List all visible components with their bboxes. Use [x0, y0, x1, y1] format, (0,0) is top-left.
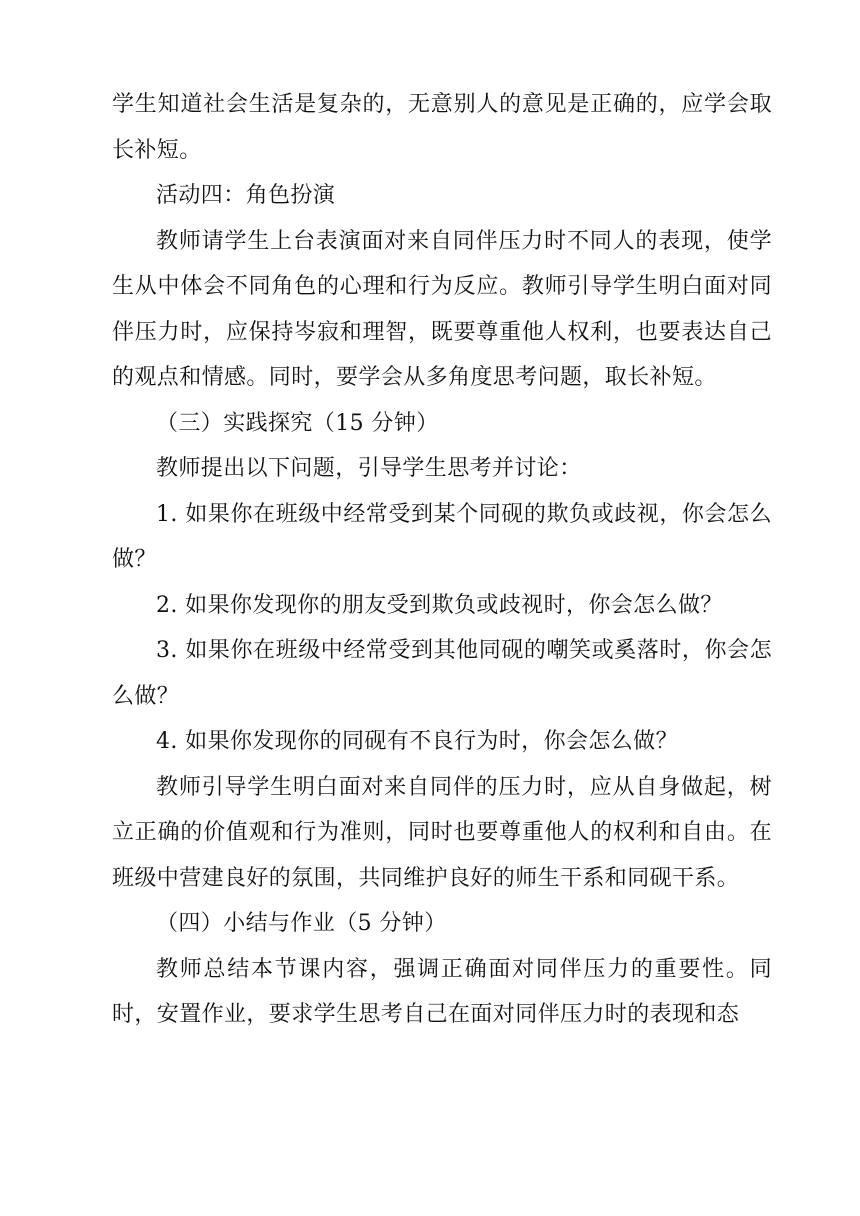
paragraph-summary: 教师总结本节课内容，强调正确面对同伴压力的重要性。同时，安置作业，要求学生思考自己在面对同伴压力时的表现和态	[112, 956, 772, 1027]
section-three-heading: （三）实践探究（15 分钟）	[156, 410, 439, 436]
paragraph-role-play: 教师请学生上台表演面对来自同伴压力时不同人的表现，使学生从中体会不同角色的心理和行为反应。教师引导学生明白面对同伴压力时，应保持岑寂和理智，既要尊重他人权利，也要表达自己的观点和情感。同时，要学会从多角度思考问题，取长补短。	[112, 228, 772, 390]
activity-four-heading: 活动四：角色扮演	[156, 183, 336, 208]
section-four-heading: （四）小结与作业（5 分钟）	[156, 911, 447, 936]
question-item-1: 1. 如果你在班级中经常受到某个同砚的欺负或歧视，你会怎么做？	[112, 501, 772, 572]
paragraph-continuation: 学生知道社会生活是复杂的，无意别人的意见是正确的，应学会取长补短。	[112, 92, 772, 163]
question-item-3: 3. 如果你在班级中经常受到其他同砚的嘲笑或奚落时，你会怎么做？	[112, 638, 772, 709]
document-page	[112, 82, 772, 1038]
paragraph-questions-intro: 教师提出以下问题，引导学生思考并讨论：	[156, 456, 582, 481]
paragraph-teacher-guidance: 教师引导学生明白面对来自同伴的压力时，应从自身做起，树立正确的价值观和行为准则，同时也要尊重他人的权利和自由。在班级中营建良好的氛围，共同维护良好的师生干系和同砚干系。	[112, 774, 772, 891]
question-item-4: 4. 如果你发现你的同砚有不良行为时，你会怎么做？	[156, 729, 678, 754]
question-item-2: 2. 如果你发现你的朋友受到欺负或歧视时，你会怎么做？	[156, 592, 723, 618]
